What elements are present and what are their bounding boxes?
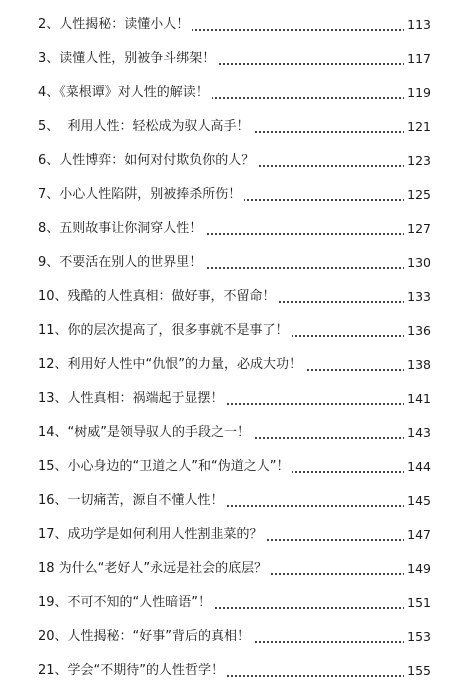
toc-entry-page: 133 (404, 288, 431, 306)
toc-entry-title: 5、 利用人性：轻松成为驭人高手！ (38, 118, 253, 136)
toc-entry[interactable] (0, 218, 469, 252)
toc-entry-title: 7、小心人性陷阱，别被捧杀所伤！ (38, 186, 244, 204)
toc-entry-title: 9、不要活在别人的世界里！ (38, 254, 205, 272)
toc-entry-page: 147 (404, 526, 431, 544)
toc-entry-title: 12、利用好人性中“仇恨”的力量，必成大功！ (38, 356, 305, 374)
toc-entry-title: 8、五则故事让你洞穿人性！ (38, 220, 205, 238)
toc-entry-page: 127 (404, 220, 431, 238)
toc-entry[interactable] (0, 252, 469, 286)
toc-entry-title: 21、学会“不期待”的人性哲学！ (38, 662, 227, 680)
toc-entry-page: 155 (404, 662, 431, 680)
toc-entry-page: 125 (404, 186, 431, 204)
toc-entry[interactable] (0, 456, 469, 490)
toc-entry-title: 3、读懂人性，别被争斗绑架！ (38, 50, 218, 68)
toc-entry[interactable] (0, 286, 469, 320)
toc-entry-page: 145 (404, 492, 431, 510)
toc-entry-title: 16、一切痛苦，源自不懂人性！ (38, 492, 227, 510)
toc-entry-page: 130 (404, 254, 431, 272)
toc-entry-title: 6、人性博弈：如何对付欺负你的人？ (38, 152, 257, 170)
toc-entry[interactable] (0, 320, 469, 354)
toc-entry-title: 20、人性揭秘：“好事”背后的真相！ (38, 628, 253, 646)
toc-entry-page: 119 (404, 84, 431, 102)
toc-entry[interactable] (0, 558, 469, 592)
toc-entry[interactable] (0, 354, 469, 388)
toc-entry-page: 149 (404, 560, 431, 578)
toc-entry-page: 136 (404, 322, 431, 340)
toc-entry[interactable] (0, 660, 469, 694)
toc-entry[interactable] (0, 82, 469, 116)
toc-entry-title: 10、残酷的人性真相：做好事，不留命！ (38, 288, 279, 306)
toc-entry[interactable] (0, 524, 469, 558)
toc-entry[interactable] (0, 422, 469, 456)
toc-entry-page: 144 (404, 458, 431, 476)
toc-entry[interactable] (0, 116, 469, 150)
toc-entry-title: 11、你的层次提高了，很多事就不是事了！ (38, 322, 292, 340)
toc-entry[interactable] (0, 150, 469, 184)
toc-entry-page: 141 (404, 390, 431, 408)
table-of-contents (0, 14, 469, 694)
toc-entry-page: 117 (404, 50, 431, 68)
toc-entry[interactable] (0, 184, 469, 218)
toc-entry-page: 151 (404, 594, 431, 612)
toc-entry-page: 138 (404, 356, 431, 374)
toc-entry-page: 123 (404, 152, 431, 170)
toc-entry-title: 19、不可不知的“人性暗语”！ (38, 594, 214, 612)
toc-entry[interactable] (0, 14, 469, 48)
toc-entry-title: 15、小心身边的“卫道之人”和“伪道之人”！ (38, 458, 292, 476)
toc-entry-page: 113 (404, 16, 431, 34)
toc-entry-title: 4、《菜根谭》对人性的解读！ (38, 84, 212, 102)
toc-entry[interactable] (0, 48, 469, 82)
toc-entry-title: 17、成功学是如何利用人性割韭菜的？ (38, 526, 266, 544)
toc-entry-page: 143 (404, 424, 431, 442)
toc-entry-title: 14、“树威”是领导驭人的手段之一！ (38, 424, 253, 442)
toc-entry-title: 13、人性真相：祸端起于显摆！ (38, 390, 227, 408)
toc-entry[interactable] (0, 490, 469, 524)
toc-entry[interactable] (0, 592, 469, 626)
toc-entry[interactable] (0, 626, 469, 660)
toc-entry[interactable] (0, 388, 469, 422)
toc-entry-title: 2、人性揭秘：读懂小人！ (38, 16, 192, 34)
toc-entry-page: 153 (404, 628, 431, 646)
toc-entry-page: 121 (404, 118, 431, 136)
toc-entry-title: 18 为什么“老好人”永远是社会的底层？ (38, 560, 270, 578)
